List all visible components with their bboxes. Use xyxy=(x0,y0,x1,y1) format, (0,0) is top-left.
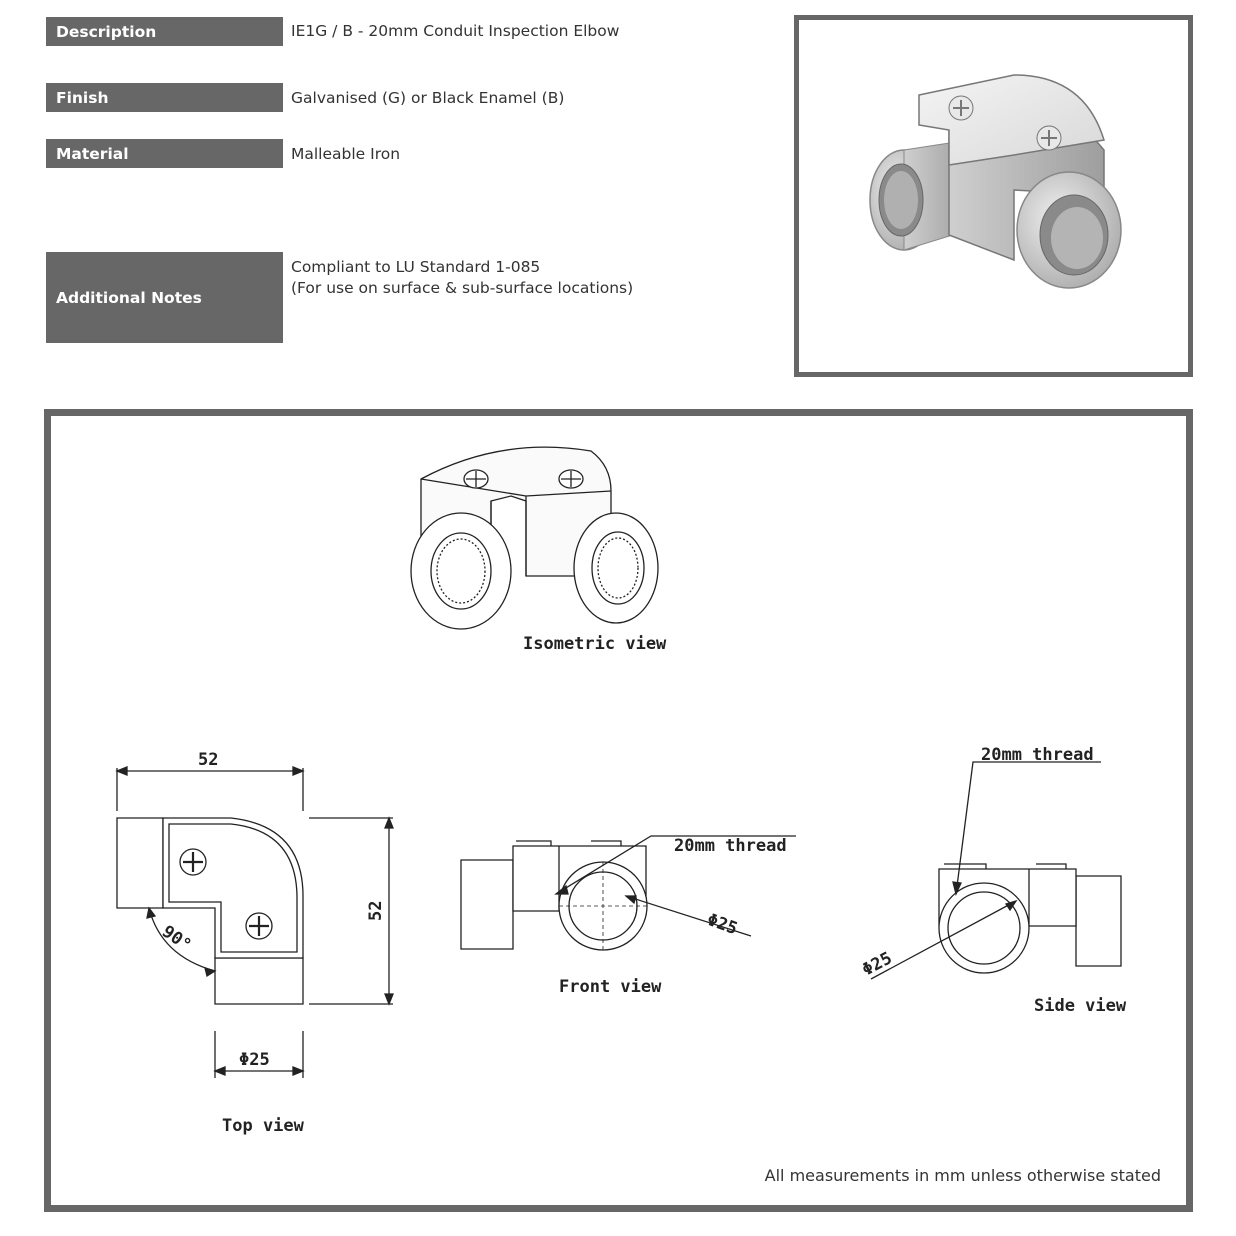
side-thread-label: 20mm thread xyxy=(981,745,1094,765)
top-height-dimension: 52 xyxy=(366,900,386,921)
front-thread-label: 20mm thread xyxy=(674,836,787,856)
isometric-view-label: Isometric view xyxy=(523,634,667,654)
measurement-footnote: All measurements in mm unless otherwise stated xyxy=(764,1166,1161,1185)
finish-value: Galvanised (G) or Black Enamel (B) xyxy=(291,89,565,107)
top-angle-dimension: 90° xyxy=(158,921,195,956)
top-width-dimension: 52 xyxy=(198,750,219,770)
notes-line-1: Compliant to LU Standard 1-085 xyxy=(291,258,541,276)
top-diameter-dimension: Φ25 xyxy=(239,1050,270,1070)
material-value: Malleable Iron xyxy=(291,145,401,163)
notes-line-2: (For use on surface & sub-surface locations) xyxy=(291,279,634,297)
additional-notes-label: Additional Notes xyxy=(46,252,283,343)
description-label: Description xyxy=(46,17,283,46)
product-render-image xyxy=(799,20,1188,372)
additional-notes-value xyxy=(291,257,633,299)
product-photo-frame xyxy=(794,15,1193,377)
front-view-label: Front view xyxy=(559,977,662,997)
material-label: Material xyxy=(46,139,283,168)
side-view-label: Side view xyxy=(1034,996,1127,1016)
top-view-label: Top view xyxy=(222,1116,304,1136)
isometric-view-drawing xyxy=(411,447,658,629)
top-view-drawing xyxy=(117,767,393,1078)
description-value: IE1G / B - 20mm Conduit Inspection Elbow xyxy=(291,22,620,40)
side-view-drawing xyxy=(871,762,1121,979)
side-diameter-dimension: Φ25 xyxy=(858,948,896,981)
front-diameter-dimension: Φ25 xyxy=(704,909,740,940)
technical-drawing-panel xyxy=(44,409,1193,1212)
finish-label: Finish xyxy=(46,83,283,112)
technical-drawing xyxy=(51,416,1186,1205)
